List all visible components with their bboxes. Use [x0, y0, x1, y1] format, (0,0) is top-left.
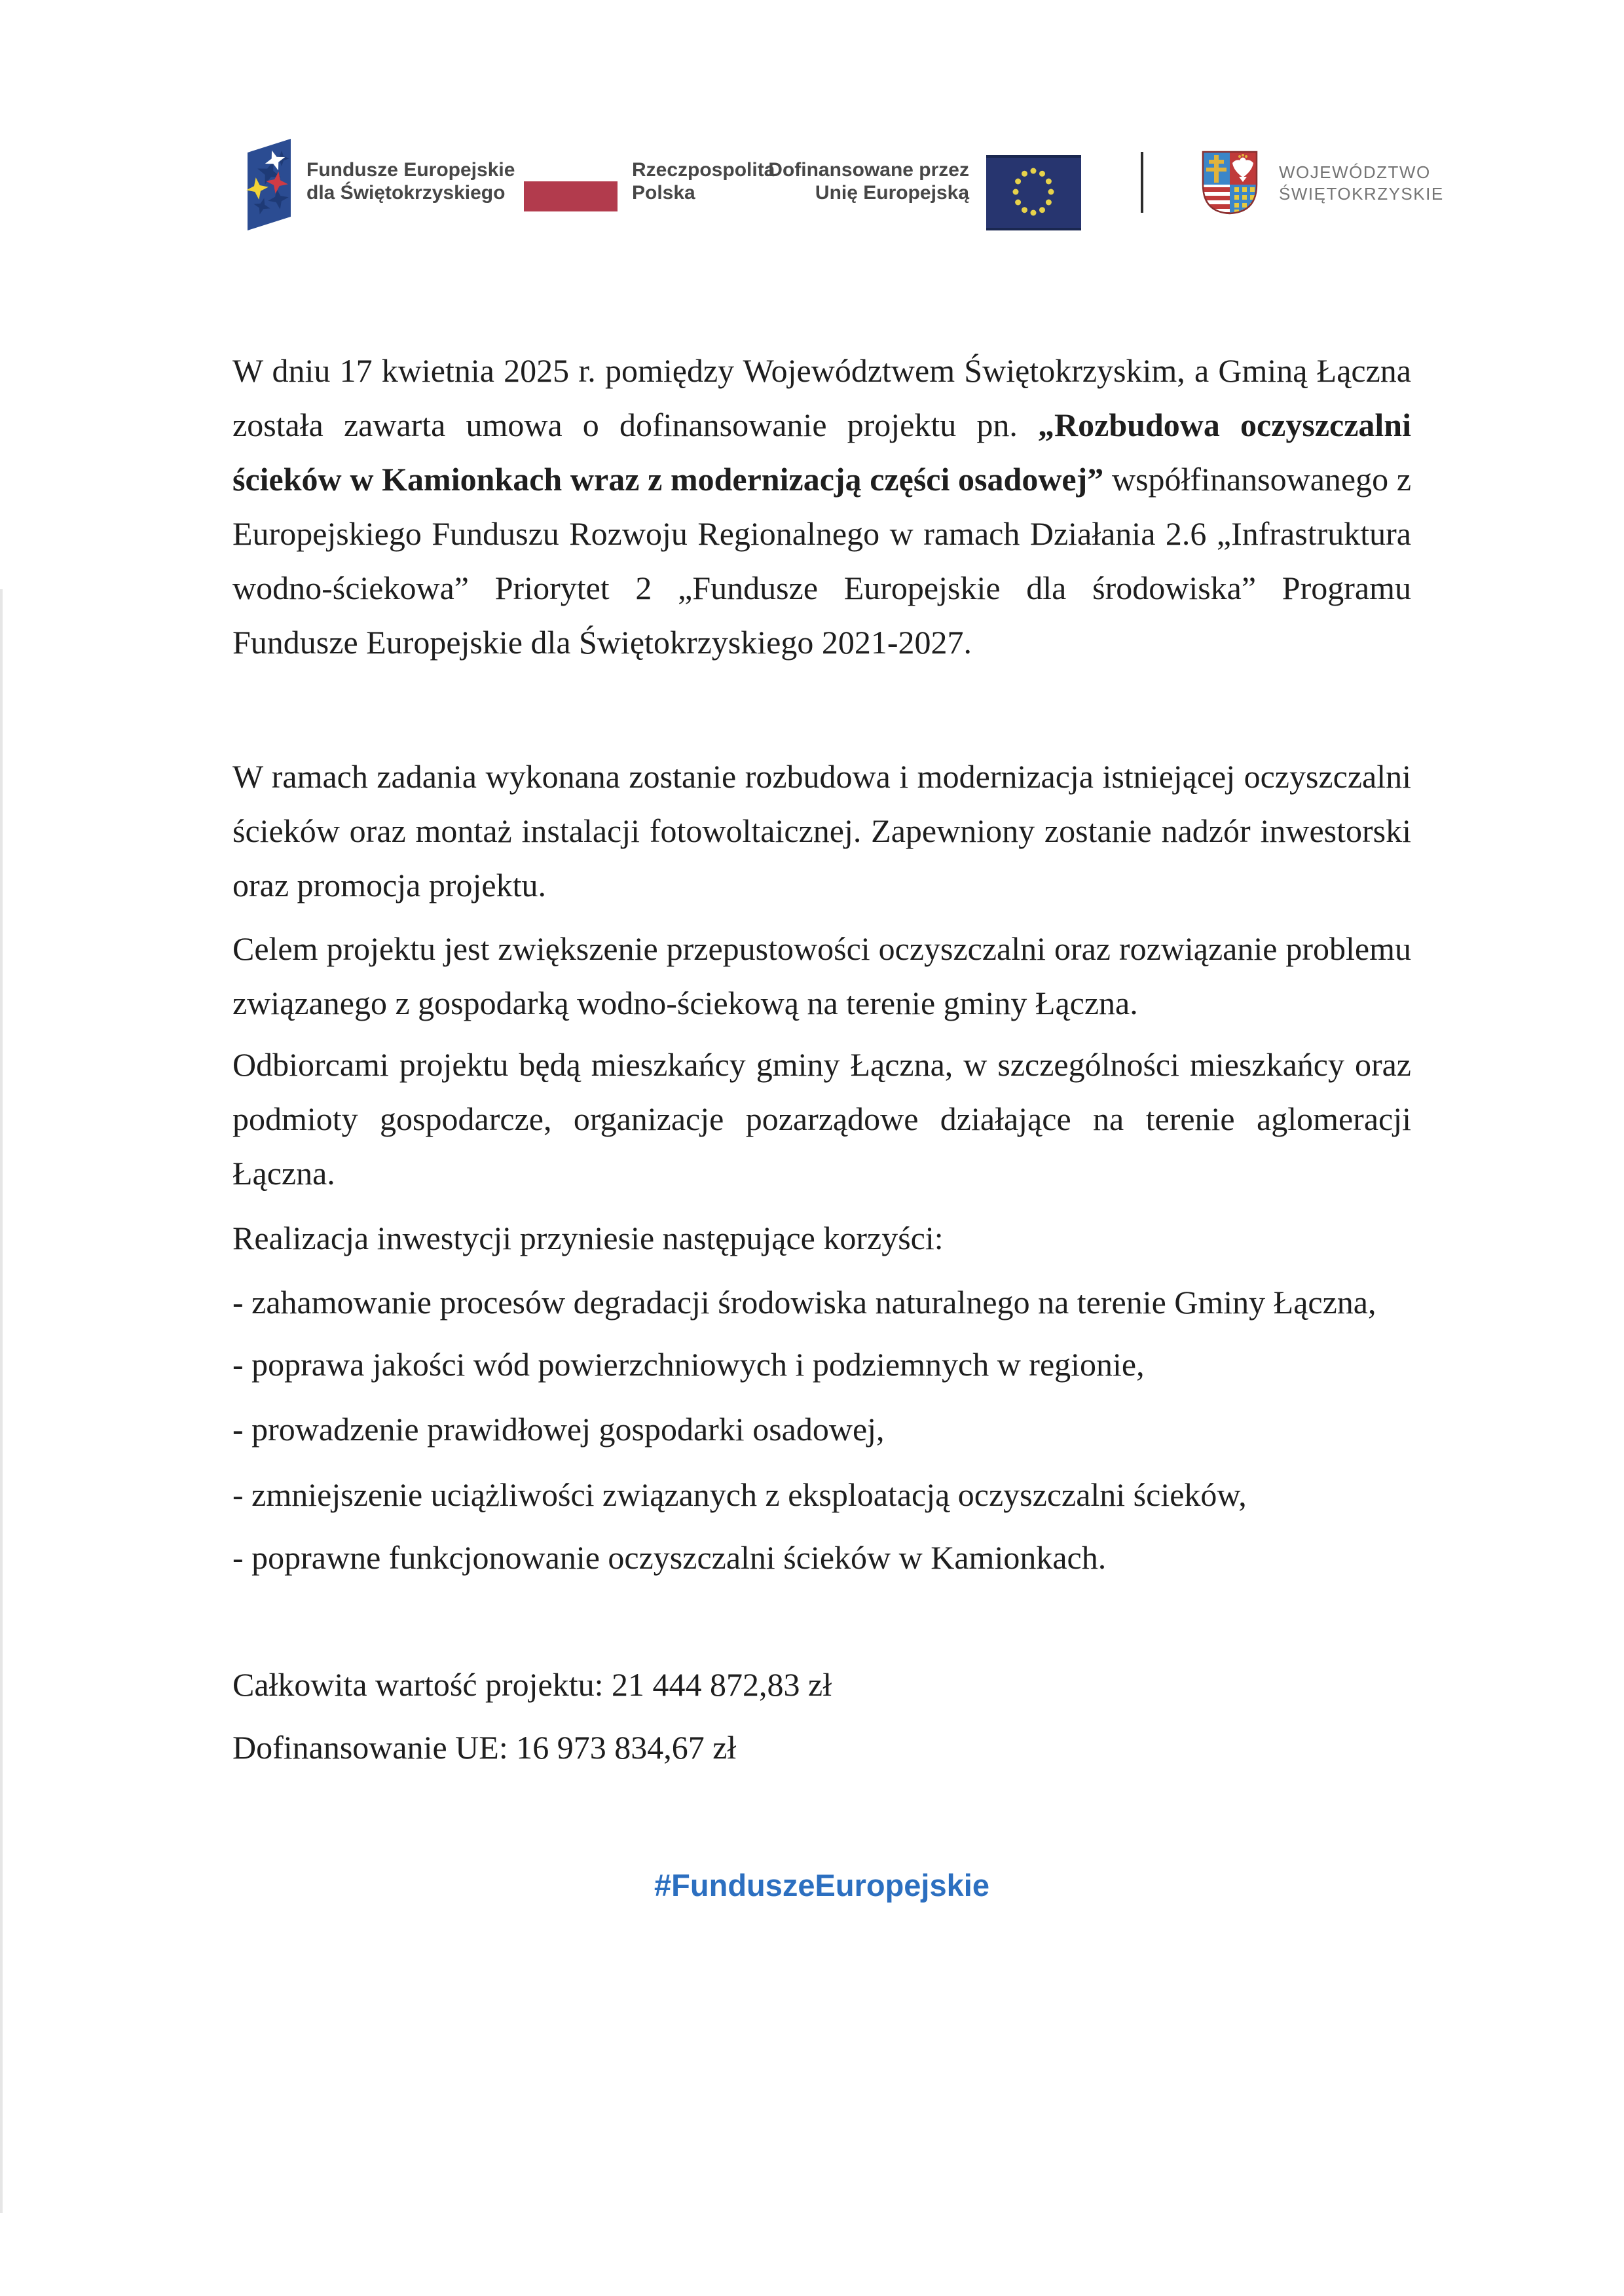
fe-logo-label-line1: Fundusze Europejskie	[306, 159, 515, 181]
benefit-item: - zahamowanie procesów degradacji środowiska naturalnego na terenie Gminy Łączna,	[232, 1284, 1376, 1321]
benefits-intro: Realizacja inwestycji przyniesie następujące korzyści:	[232, 1220, 944, 1256]
eu-funding-label-line1: Dofinansowane przez	[768, 159, 969, 181]
voivodeship-label	[1279, 162, 1444, 205]
hashtag-fundusze-europejskie: #FunduszeEuropejskie	[654, 1868, 989, 1903]
fe-logo-label	[306, 158, 515, 204]
poland-label-line2: Polska	[632, 182, 695, 204]
poland-flag-icon	[524, 181, 618, 211]
benefit-item: - zmniejszenie uciążliwości związanych z eksploatacją oczyszczalni ścieków,	[232, 1476, 1247, 1513]
voivodeship-label-line1: WOJEWÓDZTWO	[1279, 162, 1431, 182]
header-separator-line	[1141, 152, 1143, 213]
poland-label-line1: Rzeczpospolita	[632, 159, 775, 181]
eu-funding-label-line2: Unię Europejską	[815, 182, 969, 204]
paragraph-goal: Celem projektu jest zwiększenie przepustowości oczyszczalni oraz rozwiązanie problemu związanego z gospodarką wodno-ściekową na terenie gminy Łączna.	[232, 930, 1411, 1021]
fe-logo-label-line2: dla Świętokrzyskiego	[306, 182, 506, 204]
voivodeship-label-line2: ŚWIĘTOKRZYSKIE	[1279, 184, 1444, 204]
scan-artifact-left-edge	[0, 589, 3, 2213]
paragraph-beneficiaries: Odbiorcami projektu będą mieszkańcy gminy Łączna, w szczególności mieszkańcy oraz podmioty gospodarcze, organizacje pozarządowe działające na terenie aglomeracji Łączna.	[232, 1046, 1411, 1192]
eu-flag-icon	[986, 155, 1081, 230]
eu-cofinancing-value: Dofinansowanie UE: 16 973 834,67 zł	[232, 1729, 737, 1766]
fundusze-europejskie-flag-icon	[248, 139, 291, 230]
paragraph-agreement-text1: W dniu 17 kwietnia 2025 r. pomiędzy Województwem Świętokrzyskim, a Gminą Łączna została zawarta umowa o dofinansowanie projektu pn.	[232, 352, 1411, 443]
paragraph-agreement	[232, 344, 1411, 670]
benefit-item: - prowadzenie prawidłowej gospodarki osadowej,	[232, 1411, 885, 1448]
paragraph-agreement-text2: współfinansowanego z Europejskiego Funduszu Rozwoju Regionalnego w ramach Działania 2.6 „Infrastruktura wodno-ściekowa” Priorytet 2 „Fundusze Europejskie dla środowiska” Programu Fundusze Europejskie dla Świętokrzyskiego 2021-2027.	[232, 461, 1412, 661]
paragraph-scope: W ramach zadania wykonana zostanie rozbudowa i modernizacja istniejącej oczyszczalni ścieków oraz montaż instalacji fotowoltaicznej. Zapewniony zostanie nadzór inwestorski oraz promocja projektu.	[232, 758, 1411, 903]
swietokrzyskie-coat-of-arms-icon	[1200, 149, 1259, 215]
project-title-bold: „Rozbudowa oczyszczalni ścieków w Kamionkach wraz z modernizacją części osadowej”	[232, 407, 1412, 498]
benefit-item: - poprawa jakości wód powierzchniowych i podziemnych w regionie,	[232, 1346, 1145, 1383]
eu-funding-label	[753, 158, 969, 204]
benefit-item: - poprawne funkcjonowanie oczyszczalni ścieków w Kamionkach.	[232, 1539, 1107, 1576]
total-project-value: Całkowita wartość projektu: 21 444 872,83 zł	[232, 1666, 832, 1703]
